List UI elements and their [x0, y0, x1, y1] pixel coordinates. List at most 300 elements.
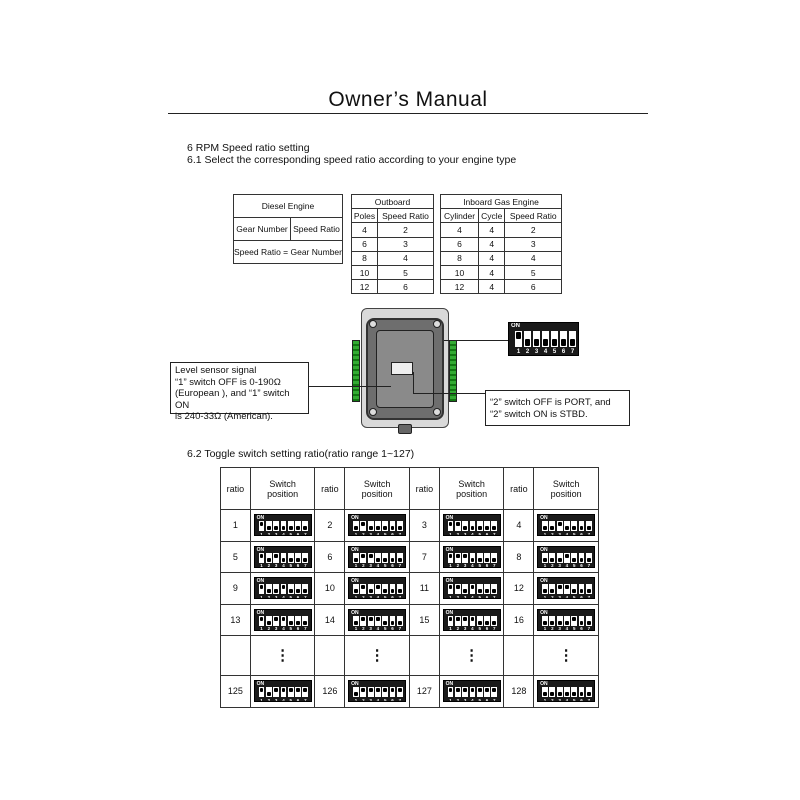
- ratio-value: 9: [221, 573, 251, 605]
- outboard-table: [351, 194, 434, 294]
- dip-slot: [273, 521, 279, 531]
- dip-knob-off: [376, 526, 380, 530]
- dip-position-number: 7: [398, 563, 402, 568]
- header-switch-position: [345, 468, 410, 510]
- dip-position-number: 1: [260, 563, 263, 568]
- dip-knob-off: [369, 589, 373, 593]
- dip-knob-on: [456, 617, 460, 621]
- table-row: [352, 223, 434, 237]
- dip-position-number: 7: [398, 697, 402, 703]
- dip-position-number: 3: [274, 563, 278, 568]
- dip-slot: [295, 521, 301, 531]
- dip-knob-on: [383, 688, 387, 692]
- table-cell: 3: [505, 237, 562, 251]
- dip-knob-on: [376, 617, 380, 621]
- table-row: [352, 265, 434, 279]
- dip-slot: [266, 521, 272, 531]
- diesel-formula: Speed Ratio = Gear Number: [234, 241, 343, 264]
- dip-position-number: 4: [376, 563, 380, 568]
- dip-knob-off: [580, 589, 584, 593]
- dip-knob-off: [303, 558, 307, 562]
- dip-slot: [484, 553, 490, 563]
- dip-slot: [273, 687, 279, 697]
- dip-slot: [579, 687, 585, 697]
- dip-knob-on: [456, 554, 460, 558]
- dip-knob-off: [398, 589, 402, 593]
- dip-switch: [443, 577, 501, 599]
- dip-slot: [273, 584, 279, 594]
- dip-knob-off: [303, 589, 307, 593]
- switch-position-cell: [345, 541, 410, 573]
- dip-position-number: 2: [267, 531, 271, 537]
- port-stbd-callout: [485, 390, 630, 426]
- dip-position-number: 6: [391, 697, 394, 703]
- dip-slot: [542, 553, 548, 563]
- dip-slot: [579, 584, 585, 594]
- dip-knob-off: [471, 526, 475, 530]
- dip-position-number: 2: [267, 626, 271, 631]
- ratio-value: 10: [315, 573, 345, 605]
- dip-knob-on: [391, 688, 395, 692]
- dip-slot: [259, 553, 265, 563]
- dip-slot: [273, 616, 279, 626]
- ratio-value: 4: [504, 510, 534, 542]
- ellipsis-cell: ⋮: [534, 636, 599, 676]
- level-sensor-callout: [170, 362, 309, 422]
- dip-slot: [470, 616, 476, 626]
- dip-knob-off: [296, 526, 300, 530]
- header-text: Switch: [269, 478, 296, 489]
- switch-position-cell: [534, 573, 599, 605]
- dip-knob-on: [558, 585, 562, 589]
- dip-position-number: 3: [369, 594, 372, 600]
- dip-position-number: 2: [362, 697, 365, 703]
- switch-position-cell: [250, 510, 315, 542]
- dip-on-label: ON: [351, 578, 359, 585]
- dip-position-number: 2: [551, 531, 554, 537]
- dip-position-number: 7: [493, 531, 496, 537]
- dip-knob-on: [449, 585, 453, 589]
- switch-position-cell: [534, 510, 599, 542]
- dip-slot: [579, 521, 585, 531]
- dip-position-number: 1: [354, 697, 358, 703]
- dip-slot: [375, 584, 381, 594]
- dip-position-number: 1: [354, 626, 358, 631]
- dip-knob-off: [289, 589, 293, 593]
- table-row: [352, 251, 434, 265]
- dip-knob-off: [550, 589, 554, 593]
- dip-position-number: 2: [362, 531, 365, 537]
- dip-position-number: 4: [282, 531, 285, 537]
- dip-knob-off: [543, 339, 548, 346]
- dip-position-number: 2: [456, 531, 460, 537]
- dip-position-number: 5: [572, 594, 576, 600]
- dip-knob-on: [463, 617, 467, 621]
- dip-position-number: 7: [493, 563, 496, 568]
- dip-position-number: 7: [587, 594, 591, 600]
- dip-position-number: 2: [267, 697, 271, 703]
- callout-text: “2” switch ON is STBD.: [490, 408, 588, 420]
- diesel-engine-table: [233, 194, 343, 264]
- dip-position-number: 6: [485, 697, 489, 703]
- dip-position-number: 7: [398, 594, 402, 600]
- switch-position-cell: [534, 604, 599, 636]
- dip-switch: [537, 546, 595, 568]
- dip-knob-on: [471, 585, 475, 589]
- dip-slot: [360, 521, 366, 531]
- dip-slot: [571, 616, 577, 626]
- dip-position-number: 5: [383, 531, 387, 537]
- switch-position-cell: [250, 676, 315, 708]
- table-cell: 4: [479, 251, 505, 265]
- dip-slot: [491, 584, 497, 594]
- dip-knob-off: [485, 589, 489, 593]
- dip-position-number: 7: [304, 626, 307, 631]
- dip-slot: [353, 616, 359, 626]
- dip-knob-on: [361, 688, 365, 692]
- dip-position-number: 7: [398, 626, 402, 631]
- dip-slot: [353, 687, 359, 697]
- table-cell: 5: [505, 265, 562, 279]
- dip-knob-off: [572, 558, 576, 562]
- dip-knob-off: [558, 692, 562, 696]
- switch-position-cell: [345, 604, 410, 636]
- dip-knob-off: [289, 526, 293, 530]
- dip-slot: [470, 687, 476, 697]
- table-row: [441, 237, 562, 251]
- dip-position-number: 7: [587, 697, 591, 703]
- dip-slot: [462, 553, 468, 563]
- dip-knob-on: [449, 617, 453, 621]
- dip-on-label: ON: [256, 578, 265, 585]
- dip-on-label: ON: [445, 609, 454, 616]
- dip-position-number: 4: [376, 594, 380, 600]
- dip-position-number: 5: [383, 594, 387, 600]
- dip-knob-off: [391, 526, 395, 530]
- dip-knob-on: [289, 688, 293, 692]
- dip-slot: [266, 584, 272, 594]
- dip-knob-off: [282, 526, 286, 530]
- dip-knob-on: [369, 617, 373, 621]
- dip-knob-off: [296, 621, 300, 625]
- header-text: Switch: [552, 478, 580, 489]
- dip-on-label: ON: [351, 681, 359, 688]
- dip-slot: [551, 331, 558, 347]
- dip-position-number: 4: [565, 626, 569, 631]
- ratio-value: 12: [504, 573, 534, 605]
- dip-switch: [254, 514, 312, 536]
- dip-knob-off: [354, 558, 358, 562]
- dip-slot: [569, 331, 576, 347]
- dip-knob-off: [296, 558, 300, 562]
- dip-slot: [375, 521, 381, 531]
- dip-slot: [491, 553, 497, 563]
- diesel-title: Diesel Engine: [234, 195, 343, 218]
- dip-position-number: 1: [449, 697, 452, 703]
- dip-on-label: ON: [540, 546, 548, 553]
- dip-position-number: 4: [565, 697, 569, 703]
- dip-knob-off: [558, 621, 562, 625]
- dip-slot: [353, 584, 359, 594]
- dip-position-number: 3: [463, 563, 467, 568]
- dip-position-number: 5: [572, 626, 576, 631]
- dip-slot: [491, 521, 497, 531]
- dip-on-label: ON: [445, 546, 454, 553]
- dip-position-number: 6: [580, 697, 583, 703]
- dip-knob-on: [485, 688, 489, 692]
- dip-slot: [542, 331, 549, 347]
- dip-switch: [443, 514, 501, 536]
- table-cell: 4: [441, 223, 479, 237]
- inboard-gas-engine-table: [440, 194, 562, 294]
- ratio-value: 7: [409, 541, 439, 573]
- leader-line: [444, 340, 508, 341]
- dip-slot: [477, 687, 483, 697]
- dip-position-number: 7: [493, 697, 496, 703]
- dip-slot: [266, 553, 272, 563]
- dip-position-number: 6: [391, 531, 394, 537]
- dip-slot: [390, 584, 396, 594]
- dip-position-number: 3: [558, 626, 561, 631]
- header-text: position: [361, 488, 393, 499]
- reference-dip-switch: [508, 322, 579, 356]
- dip-position-number: 7: [493, 594, 496, 600]
- dip-knob-off: [492, 589, 496, 593]
- table-row: [441, 251, 562, 265]
- ratio-value: 126: [315, 676, 345, 708]
- dip-switch: [443, 609, 501, 631]
- dip-knob-on: [260, 522, 264, 526]
- dip-slot: [477, 584, 483, 594]
- dip-knob-off: [587, 621, 591, 625]
- dip-knob-off: [274, 589, 278, 593]
- dip-slot: [557, 553, 563, 563]
- dip-position-number: 6: [485, 626, 489, 631]
- empty-cell: [504, 636, 534, 676]
- dip-knob-off: [550, 692, 554, 696]
- outboard-header-poles: Poles: [352, 209, 378, 223]
- dip-position-number: 3: [463, 531, 467, 537]
- ratio-value: 1: [221, 510, 251, 542]
- dip-position-number: 2: [362, 563, 365, 568]
- dip-position-number: 5: [478, 626, 481, 631]
- dip-knob-on: [463, 554, 467, 558]
- dip-position-number: 6: [580, 594, 583, 600]
- dip-knob-on: [260, 617, 264, 621]
- dip-switch: [443, 546, 501, 568]
- dip-knob-on: [456, 522, 460, 526]
- dip-slot: [295, 616, 301, 626]
- dip-knob-off: [267, 526, 271, 530]
- dip-knob-on: [449, 688, 453, 692]
- dip-position-number: 3: [369, 563, 372, 568]
- dip-slot: [470, 553, 476, 563]
- dip-slot: [542, 584, 548, 594]
- table-cell: 4: [352, 223, 378, 237]
- dip-knob-off: [463, 526, 467, 530]
- dip-slot: [448, 616, 454, 626]
- dip-position-number: 6: [580, 626, 583, 631]
- dip-slot: [455, 584, 461, 594]
- dip-slot: [542, 521, 548, 531]
- header-ratio: ratio: [409, 468, 439, 510]
- dip-knob-off: [391, 589, 395, 593]
- dip-slot: [302, 584, 308, 594]
- section-6-heading: 6 RPM Speed ratio setting: [187, 142, 310, 154]
- table-cell: 5: [378, 265, 434, 279]
- dip-position-number: 3: [274, 531, 278, 537]
- dip-knob-off: [561, 339, 566, 346]
- header-ratio: ratio: [221, 468, 251, 510]
- dip-position-number: 5: [289, 531, 292, 537]
- dip-position-number: 7: [570, 349, 575, 355]
- dip-slot: [382, 687, 388, 697]
- dip-slot: [571, 521, 577, 531]
- ellipsis-cell: ⋮: [345, 636, 410, 676]
- dip-slot: [382, 553, 388, 563]
- table-row: [221, 636, 599, 676]
- header-ratio: ratio: [504, 468, 534, 510]
- dip-knob-off: [376, 558, 380, 562]
- dip-position-number: 5: [552, 349, 557, 355]
- dip-position-number: 3: [463, 697, 467, 703]
- header-text: Switch: [458, 478, 485, 489]
- dip-knob-on: [361, 585, 365, 589]
- dip-position-number: 2: [456, 626, 460, 631]
- ratio-value: 11: [409, 573, 439, 605]
- dip-position-number: 4: [282, 563, 285, 568]
- table-row: [221, 573, 599, 605]
- dip-slot: [470, 521, 476, 531]
- dip-knob-off: [543, 526, 547, 530]
- leader-line: [309, 386, 391, 387]
- dip-knob-on: [376, 688, 380, 692]
- dip-slot: [368, 687, 374, 697]
- dip-slot: [360, 584, 366, 594]
- table-cell: 2: [505, 223, 562, 237]
- leader-line: [413, 372, 414, 394]
- table-row: [352, 280, 434, 294]
- dip-slot: [477, 553, 483, 563]
- dip-slot: [462, 521, 468, 531]
- dip-position-number: 1: [260, 626, 263, 631]
- dip-position-number: 4: [471, 563, 474, 568]
- dip-slot: [455, 687, 461, 697]
- dip-slot: [462, 584, 468, 594]
- dip-position-number: 4: [471, 626, 474, 631]
- dip-position-number: 5: [289, 697, 292, 703]
- dip-slot: [484, 616, 490, 626]
- dip-knob-on: [516, 332, 521, 339]
- dip-slot: [557, 616, 563, 626]
- dip-knob-on: [282, 585, 286, 589]
- dip-knob-on: [471, 688, 475, 692]
- dip-position-number: 1: [543, 594, 547, 600]
- dip-slot: [281, 687, 287, 697]
- dip-position-number: 4: [471, 697, 474, 703]
- dip-switch: [537, 680, 595, 702]
- dip-position-number: 6: [485, 531, 489, 537]
- dip-slot: [455, 521, 461, 531]
- ratio-value: 8: [504, 541, 534, 573]
- dip-knob-on: [471, 617, 475, 621]
- dip-slot: [448, 553, 454, 563]
- ellipsis-cell: ⋮: [250, 636, 315, 676]
- ratio-value: 5: [221, 541, 251, 573]
- ratio-value: 16: [504, 604, 534, 636]
- dip-position-number: 5: [383, 626, 387, 631]
- screw-icon: [433, 320, 441, 328]
- dip-position-number: 1: [543, 531, 547, 537]
- dip-position-number: 7: [304, 563, 307, 568]
- dip-slot: [368, 521, 374, 531]
- dip-slot: [448, 687, 454, 697]
- dip-slot: [288, 687, 294, 697]
- callout-text: Level sensor signal: [175, 365, 257, 376]
- table-cell: 4: [479, 237, 505, 251]
- dip-position-number: 5: [572, 531, 576, 537]
- dip-slot: [259, 687, 265, 697]
- header-switch-position: [250, 468, 315, 510]
- inboard-header-speed-ratio: Speed Ratio: [505, 209, 562, 223]
- dip-slot: [273, 553, 279, 563]
- callout-text: “1” switch OFF is 0-190Ω: [175, 376, 281, 388]
- dip-knob-off: [267, 589, 271, 593]
- dip-slot: [302, 687, 308, 697]
- dip-position-number: 6: [580, 563, 583, 568]
- dip-slot: [302, 616, 308, 626]
- dip-switch: [537, 609, 595, 631]
- table-cell: 12: [352, 280, 378, 294]
- dip-knob-off: [572, 692, 576, 696]
- dip-knob-on: [376, 585, 380, 589]
- dip-slot: [515, 331, 522, 347]
- dip-knob-off: [354, 526, 358, 530]
- dip-knob-off: [543, 558, 547, 562]
- dip-knob-off: [398, 526, 402, 530]
- switch-position-cell: [439, 604, 504, 636]
- dip-slot: [397, 553, 403, 563]
- header-text: position: [456, 488, 488, 499]
- dip-slot: [564, 687, 570, 697]
- dip-slot: [571, 687, 577, 697]
- ratio-value: 125: [221, 676, 251, 708]
- dip-knob-on: [565, 585, 569, 589]
- switch-position-cell: [439, 541, 504, 573]
- dip-slot: [397, 521, 403, 531]
- ratio-value: 127: [409, 676, 439, 708]
- ratio-value: 2: [315, 510, 345, 542]
- dip-position-number: 2: [267, 594, 271, 600]
- dip-position-number: 1: [449, 563, 452, 568]
- dip-knob-off: [572, 589, 576, 593]
- dip-position-number: 4: [376, 626, 380, 631]
- dip-slot: [549, 584, 555, 594]
- dip-knob-off: [587, 558, 591, 562]
- empty-cell: [221, 636, 251, 676]
- dip-knob-off: [383, 526, 387, 530]
- dip-knob-off: [398, 621, 402, 625]
- dip-knob-off: [398, 558, 402, 562]
- dip-slot: [390, 553, 396, 563]
- dip-slot: [586, 553, 592, 563]
- dip-knob-off: [303, 526, 307, 530]
- switch-position-cell: [439, 573, 504, 605]
- dip-position-number: 5: [478, 594, 481, 600]
- dip-knob-on: [260, 688, 264, 692]
- dip-knob-off: [478, 589, 482, 593]
- dip-position-number: 7: [493, 626, 496, 631]
